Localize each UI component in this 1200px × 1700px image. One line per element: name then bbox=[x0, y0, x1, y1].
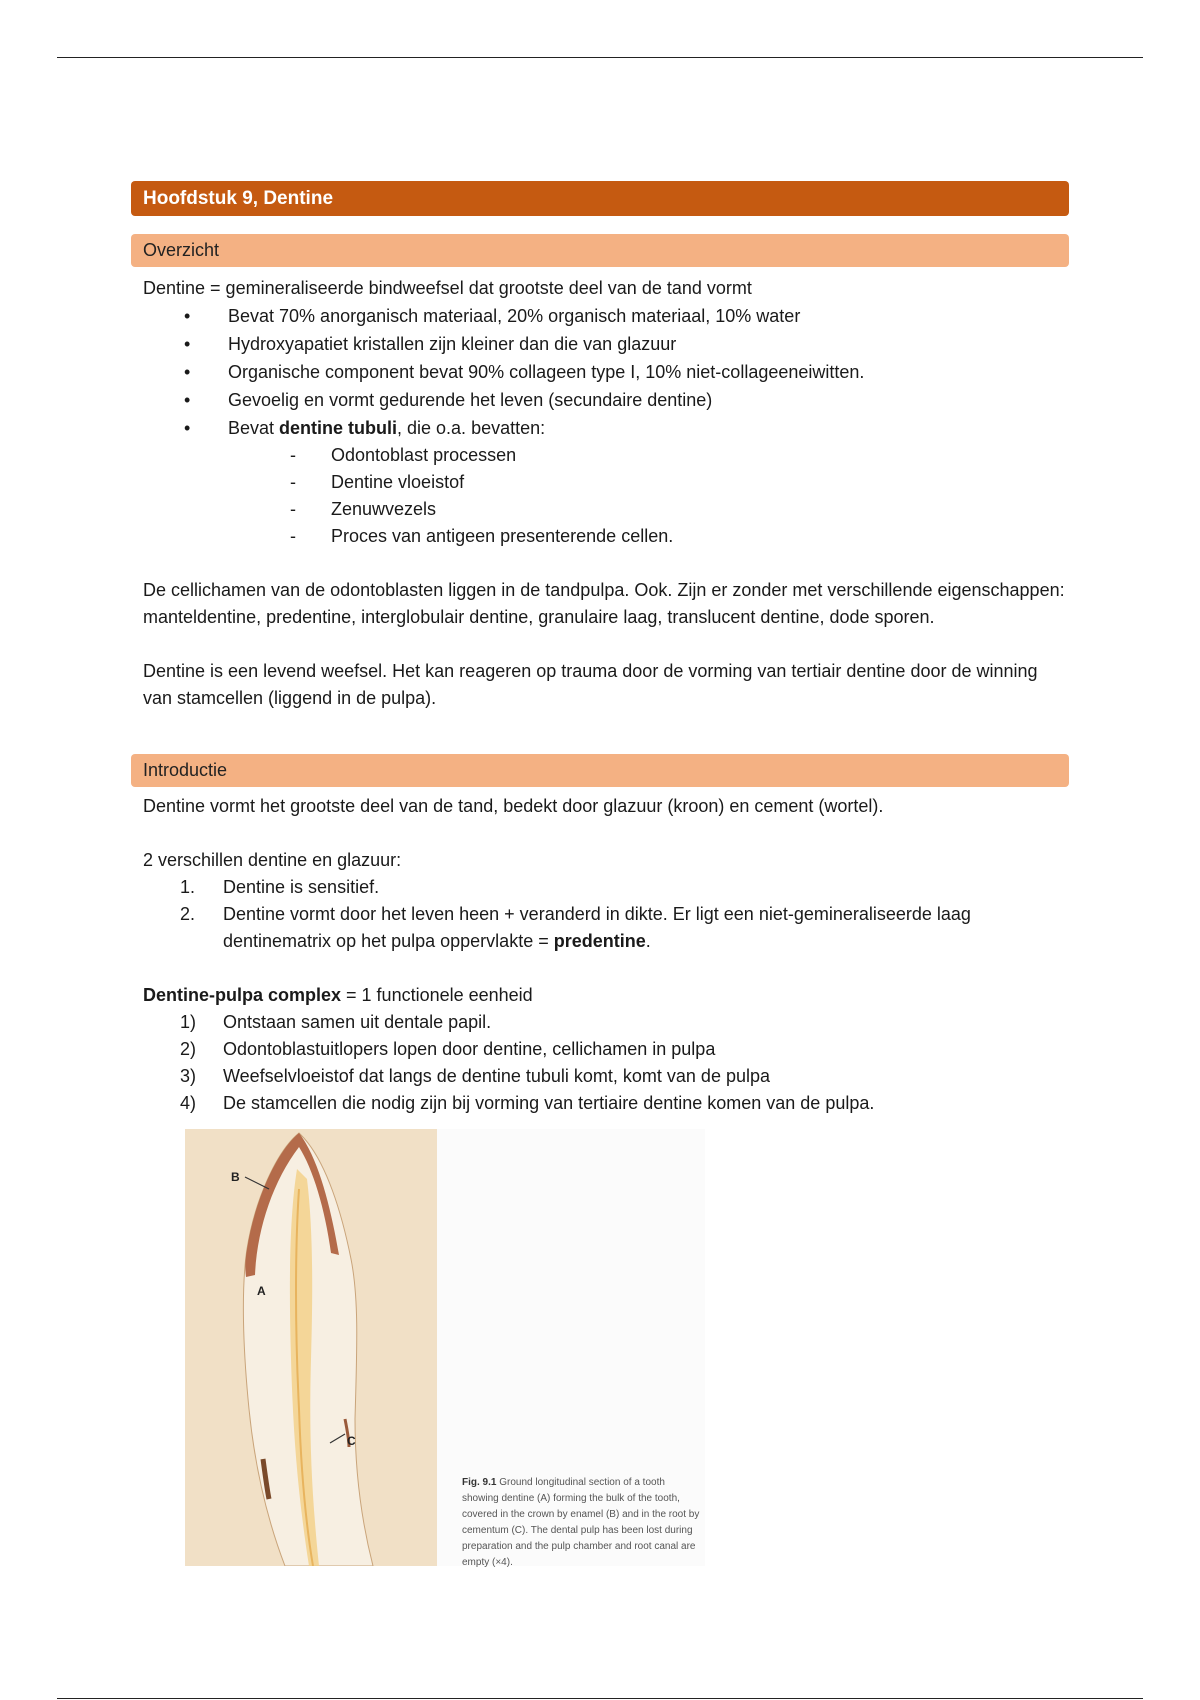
document-content bbox=[131, 181, 1069, 1566]
footer-rule bbox=[57, 1698, 1143, 1699]
list-item: • Bevat 70% anorganisch materiaal, 20% organisch materiaal, 10% water bbox=[184, 306, 801, 326]
paragraph-cellichamen: De cellichamen van de odontoblasten liggen in de tandpulpa. Ook. Zijn er zonder met verschillende eigenschappen: manteldentine, predentine, interglobulair dentine, granulaire laag, translucent dentine, dode sporen. bbox=[143, 580, 1065, 627]
section-heading-introductie: Introductie bbox=[131, 754, 1069, 787]
list-item: 1. Dentine is sensitief. bbox=[180, 877, 380, 897]
list-item: 2) Odontoblastuitlopers lopen door dentine, cellichamen in pulpa bbox=[180, 1039, 716, 1059]
tubuli-sublist bbox=[228, 442, 1069, 550]
list-item: • Hydroxyapatiet kristallen zijn kleiner dan die van glazuur bbox=[184, 334, 677, 354]
header-rule bbox=[57, 57, 1143, 58]
list-item: 4) De stamcellen die nodig zijn bij vorming van tertiaire dentine komen van de pulpa. bbox=[180, 1093, 875, 1113]
list-item-tubuli: • Bevat dentine tubuli, die o.a. bevatten: - Odontoblast processen - Dentine vloeistof - Zenuwvezels - Proces van antigeen presenterende cellen. bbox=[143, 414, 1069, 550]
sub-list-item: - Odontoblast processen bbox=[290, 445, 517, 465]
sub-list-item: - Zenuwvezels bbox=[290, 499, 437, 519]
figure-caption: Fig. 9.1 Ground longitudinal section of a tooth showing dentine (A) forming the bulk of the tooth, covered in the crown by enamel (B) and in the root by cementum (C). The dental pulp has been lost during preparation and the pulp chamber and root canal are empty (×4). bbox=[462, 1477, 700, 1568]
list-item: • Gevoelig en vormt gedurende het leven (secundaire dentine) bbox=[184, 390, 713, 410]
figure-tooth-section bbox=[185, 1129, 705, 1566]
list-item: 1) Ontstaan samen uit dentale papil. bbox=[180, 1012, 492, 1032]
section-heading-overzicht: Overzicht bbox=[131, 234, 1069, 267]
overzicht-bullet-list bbox=[131, 302, 1069, 550]
sub-list-item: - Proces van antigeen presenterende cellen. bbox=[290, 526, 674, 546]
tooth-section-image bbox=[185, 1129, 437, 1566]
figure-label-c: C bbox=[347, 1434, 356, 1448]
chapter-title: Hoofdstuk 9, Dentine bbox=[131, 181, 1069, 216]
figure-label-a: A bbox=[257, 1284, 266, 1298]
dentine-definition: Dentine = gemineraliseerde bindweefsel dat grootste deel van de tand vormt bbox=[143, 278, 752, 298]
list-item: • Organische component bevat 90% collageen type I, 10% niet-collageeneiwitten. bbox=[184, 362, 865, 382]
list-item: 3) Weefselvloeistof dat langs de dentine tubuli komt, komt van de pulpa bbox=[180, 1066, 770, 1086]
paragraph-levend-weefsel: Dentine is een levend weefsel. Het kan reageren op trauma door de vorming van tertiair dentine door de winning van stamcellen (liggend in de pulpa). bbox=[143, 661, 1038, 708]
complex-heading: Dentine-pulpa complex = 1 functionele eenheid bbox=[143, 985, 533, 1005]
intro-line: Dentine vormt het grootste deel van de tand, bedekt door glazuur (kroon) en cement (wortel). bbox=[143, 796, 884, 816]
list-item: 2. Dentine vormt door het leven heen + veranderd in dikte. Er ligt een niet-gemineraliseerde laag dentinematrix op het pulpa oppervlakte = predentine. bbox=[180, 904, 971, 951]
complex-list bbox=[131, 1009, 1069, 1117]
differences-list bbox=[131, 874, 1069, 955]
differences-intro: 2 verschillen dentine en glazuur: bbox=[143, 850, 402, 870]
sub-list-item: - Dentine vloeistof bbox=[290, 472, 465, 492]
figure-label-b: B bbox=[231, 1170, 240, 1184]
